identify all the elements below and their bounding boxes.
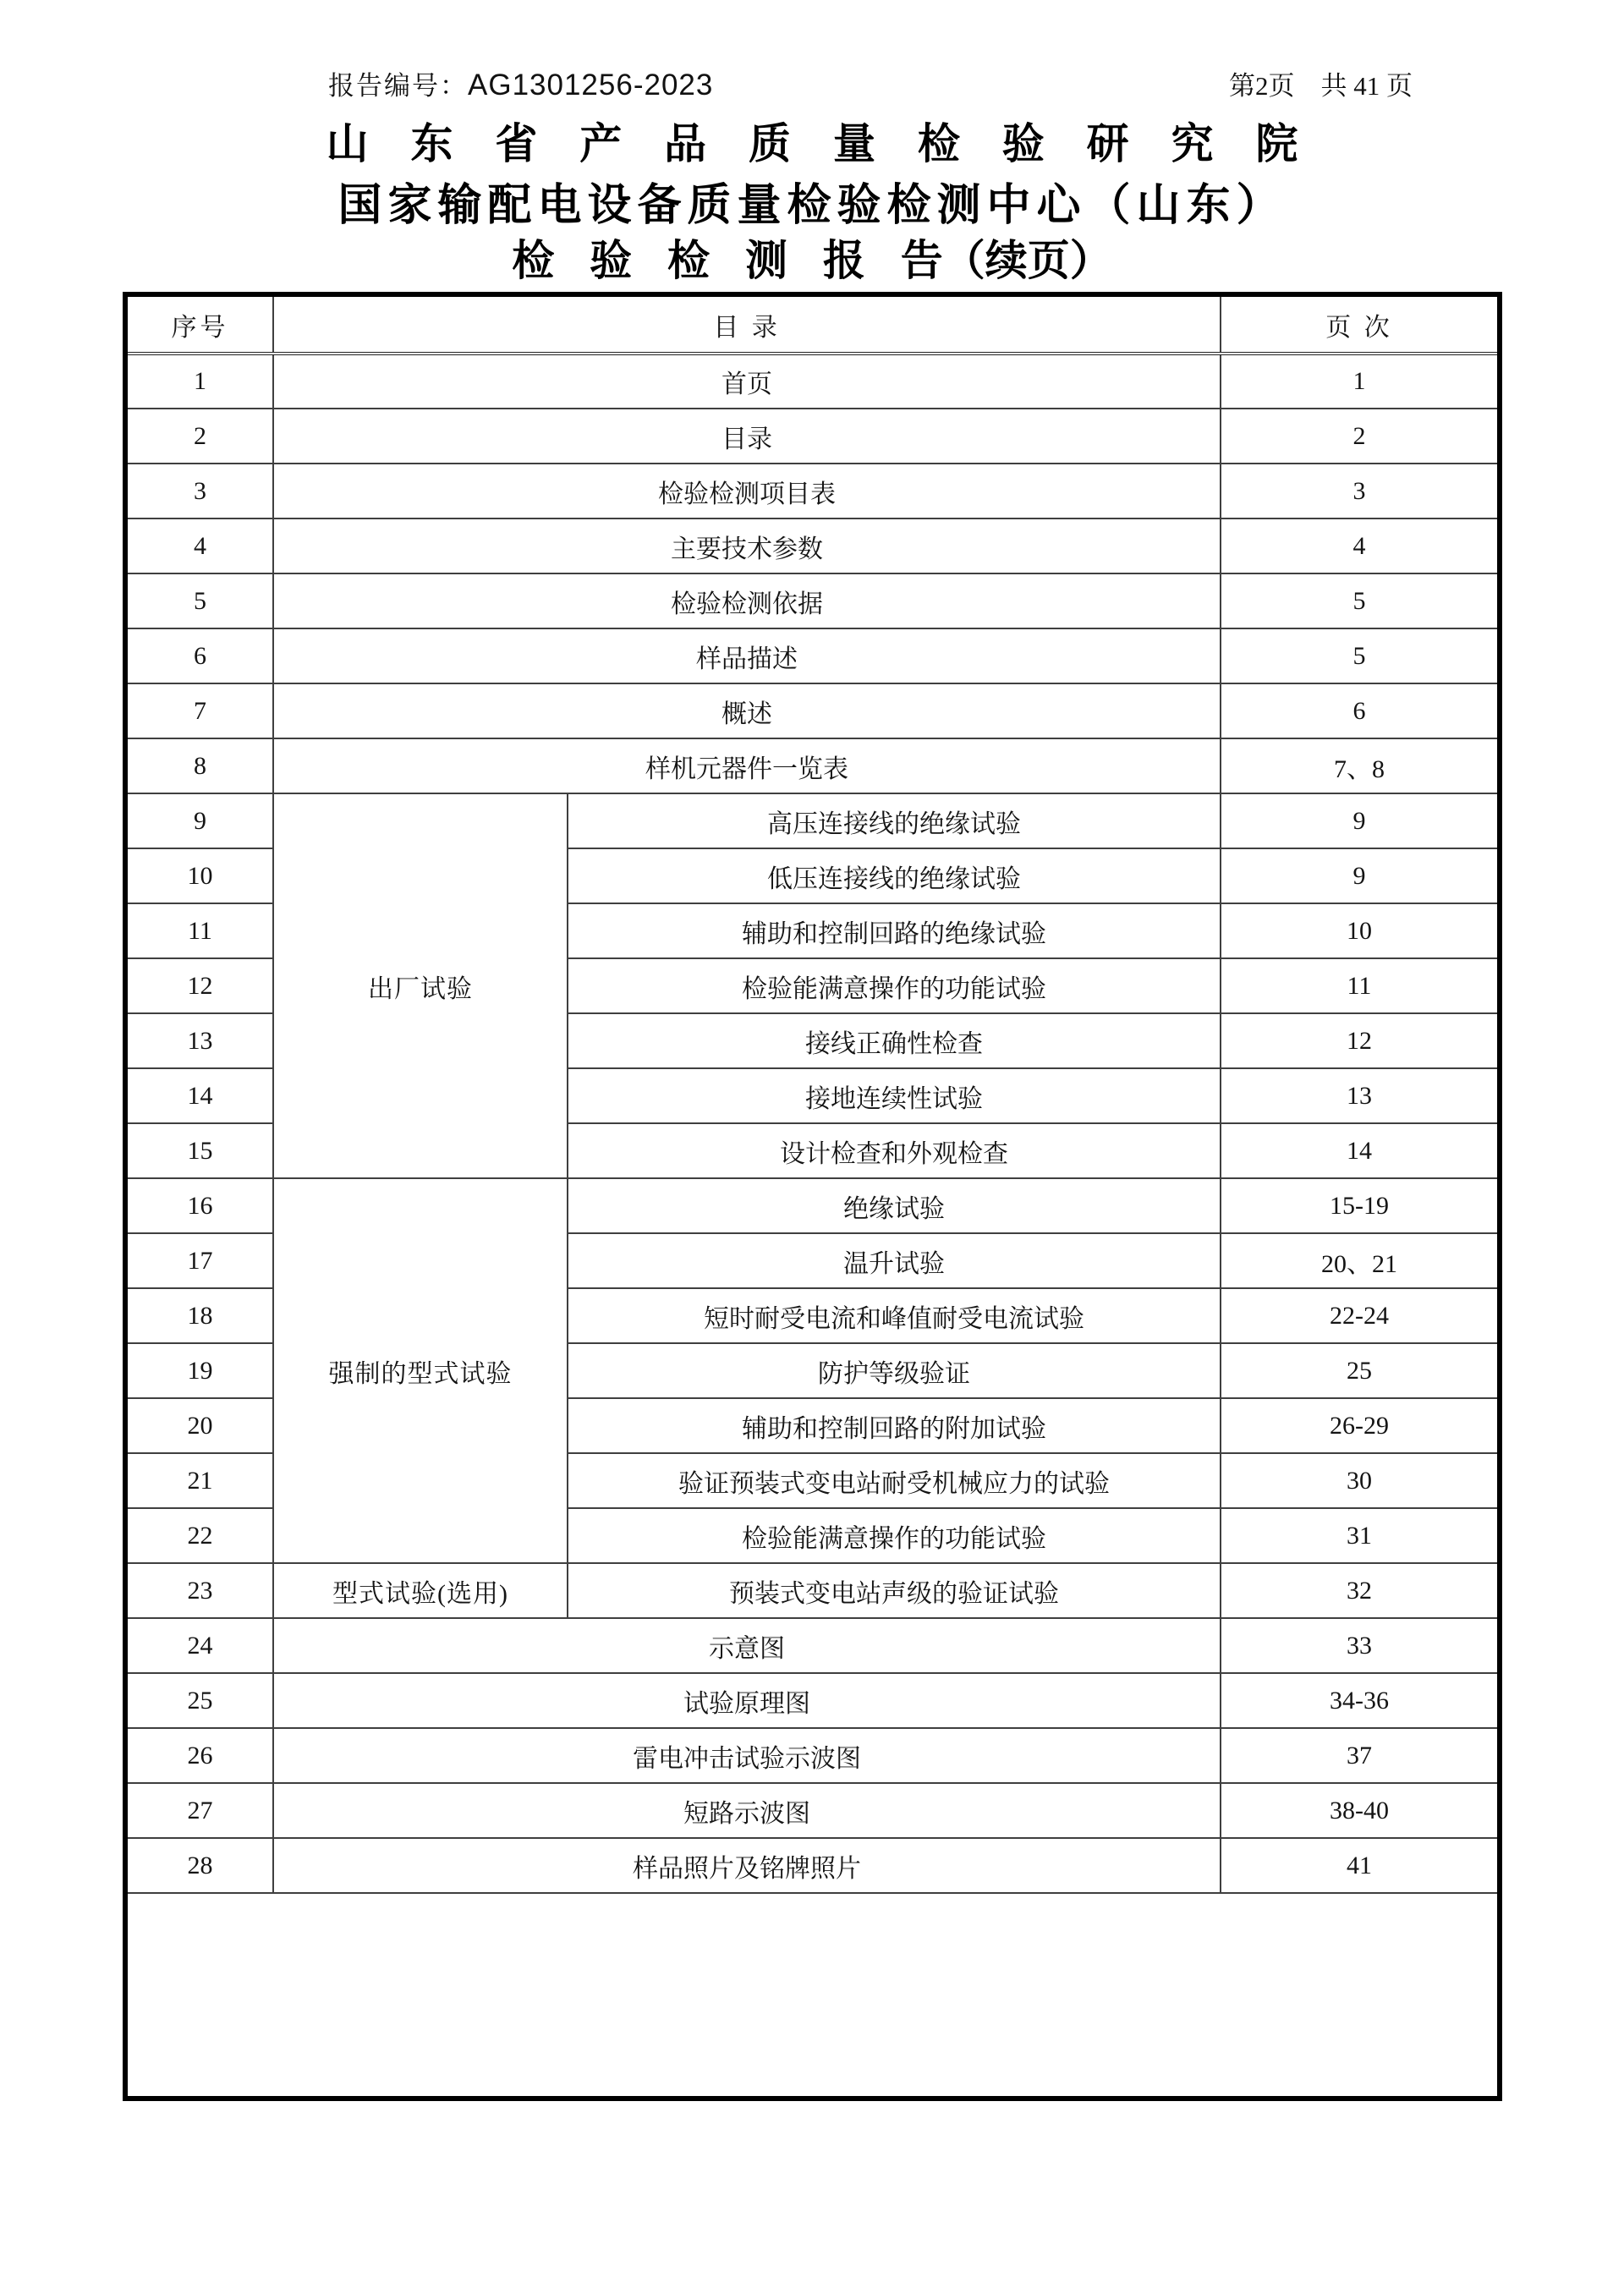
item-cell: 绝缘试验 [568, 1178, 1221, 1233]
header-contents: 目 录 [273, 294, 1221, 354]
serial-cell: 21 [125, 1453, 273, 1508]
serial-cell: 15 [125, 1123, 273, 1178]
item-cell: 接线正确性检查 [568, 1013, 1221, 1068]
page-cell: 34-36 [1221, 1673, 1500, 1728]
serial-cell: 20 [125, 1398, 273, 1453]
item-cell: 示意图 [273, 1618, 1221, 1673]
serial-cell: 23 [125, 1563, 273, 1618]
serial-cell: 2 [125, 409, 273, 464]
header-page: 页 次 [1221, 294, 1500, 354]
serial-cell: 5 [125, 573, 273, 628]
toc-filler-row [125, 1893, 1500, 2099]
serial-cell: 13 [125, 1013, 273, 1068]
page-cell: 5 [1221, 628, 1500, 683]
serial-cell: 26 [125, 1728, 273, 1783]
document-meta-line [328, 64, 1413, 102]
toc-row [125, 1618, 1500, 1673]
item-cell: 样机元器件一览表 [273, 738, 1221, 793]
serial-cell: 1 [125, 354, 273, 409]
serial-cell: 3 [125, 464, 273, 519]
item-cell: 检验检测依据 [273, 573, 1221, 628]
page-indicator: 第2页 共 41 页 [1229, 71, 1413, 101]
page-cell: 15-19 [1221, 1178, 1500, 1233]
group-cell-optional-type-test: 型式试验(选用) [273, 1563, 568, 1618]
page-cell: 5 [1221, 573, 1500, 628]
report-title: 检 验 检 测 报 告（续页） [512, 237, 1112, 284]
toc-row [125, 1783, 1500, 1838]
serial-cell: 18 [125, 1288, 273, 1343]
serial-cell: 22 [125, 1508, 273, 1563]
item-cell: 短路示波图 [273, 1783, 1221, 1838]
page-cell: 4 [1221, 519, 1500, 573]
group-cell-factory-tests: 出厂试验 [273, 793, 568, 1178]
item-cell: 样品描述 [273, 628, 1221, 683]
serial-cell: 25 [125, 1673, 273, 1728]
page-cell: 3 [1221, 464, 1500, 519]
page-cell: 10 [1221, 903, 1500, 958]
page-cell: 38-40 [1221, 1783, 1500, 1838]
serial-cell: 24 [125, 1618, 273, 1673]
page-cell: 33 [1221, 1618, 1500, 1673]
item-cell: 检验能满意操作的功能试验 [568, 1508, 1221, 1563]
report-number-label: 报告编号： [328, 71, 468, 101]
page-cell: 9 [1221, 848, 1500, 903]
item-cell: 首页 [273, 354, 1221, 409]
item-cell: 雷电冲击试验示波图 [273, 1728, 1221, 1783]
item-cell: 温升试验 [568, 1233, 1221, 1288]
item-cell: 目录 [273, 409, 1221, 464]
serial-cell: 19 [125, 1343, 273, 1398]
serial-cell: 14 [125, 1068, 273, 1123]
serial-cell: 17 [125, 1233, 273, 1288]
item-cell: 概述 [273, 683, 1221, 738]
toc-row [125, 409, 1500, 464]
item-cell: 防护等级验证 [568, 1343, 1221, 1398]
serial-cell: 9 [125, 793, 273, 848]
header-serial: 序号 [125, 294, 273, 354]
toc-row [125, 738, 1500, 793]
serial-cell: 6 [125, 628, 273, 683]
item-cell: 预装式变电站声级的验证试验 [568, 1563, 1221, 1618]
toc-row [125, 1728, 1500, 1783]
page-cell: 25 [1221, 1343, 1500, 1398]
toc-row [125, 793, 1500, 848]
toc-header-row [125, 294, 1500, 354]
toc-row [125, 628, 1500, 683]
item-cell: 样品照片及铭牌照片 [273, 1838, 1221, 1893]
page-cell: 31 [1221, 1508, 1500, 1563]
item-cell: 验证预装式变电站耐受机械应力的试验 [568, 1453, 1221, 1508]
page-cell: 26-29 [1221, 1398, 1500, 1453]
serial-cell: 10 [125, 848, 273, 903]
item-cell: 低压连接线的绝缘试验 [568, 848, 1221, 903]
item-cell: 设计检查和外观检查 [568, 1123, 1221, 1178]
page-cell: 1 [1221, 354, 1500, 409]
item-cell: 短时耐受电流和峰值耐受电流试验 [568, 1288, 1221, 1343]
toc-row [125, 1838, 1500, 1893]
page-cell: 37 [1221, 1728, 1500, 1783]
serial-cell: 11 [125, 903, 273, 958]
serial-cell: 12 [125, 958, 273, 1013]
item-cell: 辅助和控制回路的绝缘试验 [568, 903, 1221, 958]
item-cell: 高压连接线的绝缘试验 [568, 793, 1221, 848]
page-cell: 13 [1221, 1068, 1500, 1123]
toc-row [125, 1563, 1500, 1618]
serial-cell: 7 [125, 683, 273, 738]
serial-cell: 16 [125, 1178, 273, 1233]
page-cell: 9 [1221, 793, 1500, 848]
serial-cell: 8 [125, 738, 273, 793]
item-cell: 检验能满意操作的功能试验 [568, 958, 1221, 1013]
toc-row [125, 1178, 1500, 1233]
page-cell: 14 [1221, 1123, 1500, 1178]
serial-cell: 28 [125, 1838, 273, 1893]
serial-cell: 4 [125, 519, 273, 573]
institute-title: 山 东 省 产 品 质 量 检 验 研 究 院 [326, 120, 1298, 167]
empty-space-cell [125, 1893, 1500, 2099]
page-cell: 41 [1221, 1838, 1500, 1893]
page-cell: 32 [1221, 1563, 1500, 1618]
page-cell: 30 [1221, 1453, 1500, 1508]
report-number [328, 64, 713, 102]
item-cell: 检验检测项目表 [273, 464, 1221, 519]
item-cell: 接地连续性试验 [568, 1068, 1221, 1123]
toc-row [125, 573, 1500, 628]
toc-table [123, 292, 1502, 2101]
page-cell: 6 [1221, 683, 1500, 738]
center-title: 国家输配电设备质量检验检测中心（山东） [337, 181, 1287, 230]
item-cell: 主要技术参数 [273, 519, 1221, 573]
report-number-value: AG1301256-2023 [468, 69, 714, 102]
item-cell: 试验原理图 [273, 1673, 1221, 1728]
item-cell: 辅助和控制回路的附加试验 [568, 1398, 1221, 1453]
toc-row [125, 519, 1500, 573]
toc-row [125, 683, 1500, 738]
page-cell: 2 [1221, 409, 1500, 464]
toc-row [125, 354, 1500, 409]
page-cell: 12 [1221, 1013, 1500, 1068]
page-cell: 11 [1221, 958, 1500, 1013]
toc-row [125, 1673, 1500, 1728]
serial-cell: 27 [125, 1783, 273, 1838]
group-cell-mandatory-type-tests: 强制的型式试验 [273, 1178, 568, 1563]
page-cell: 7、8 [1221, 738, 1500, 793]
toc-row [125, 464, 1500, 519]
page-cell: 20、21 [1221, 1233, 1500, 1288]
page-cell: 22-24 [1221, 1288, 1500, 1343]
